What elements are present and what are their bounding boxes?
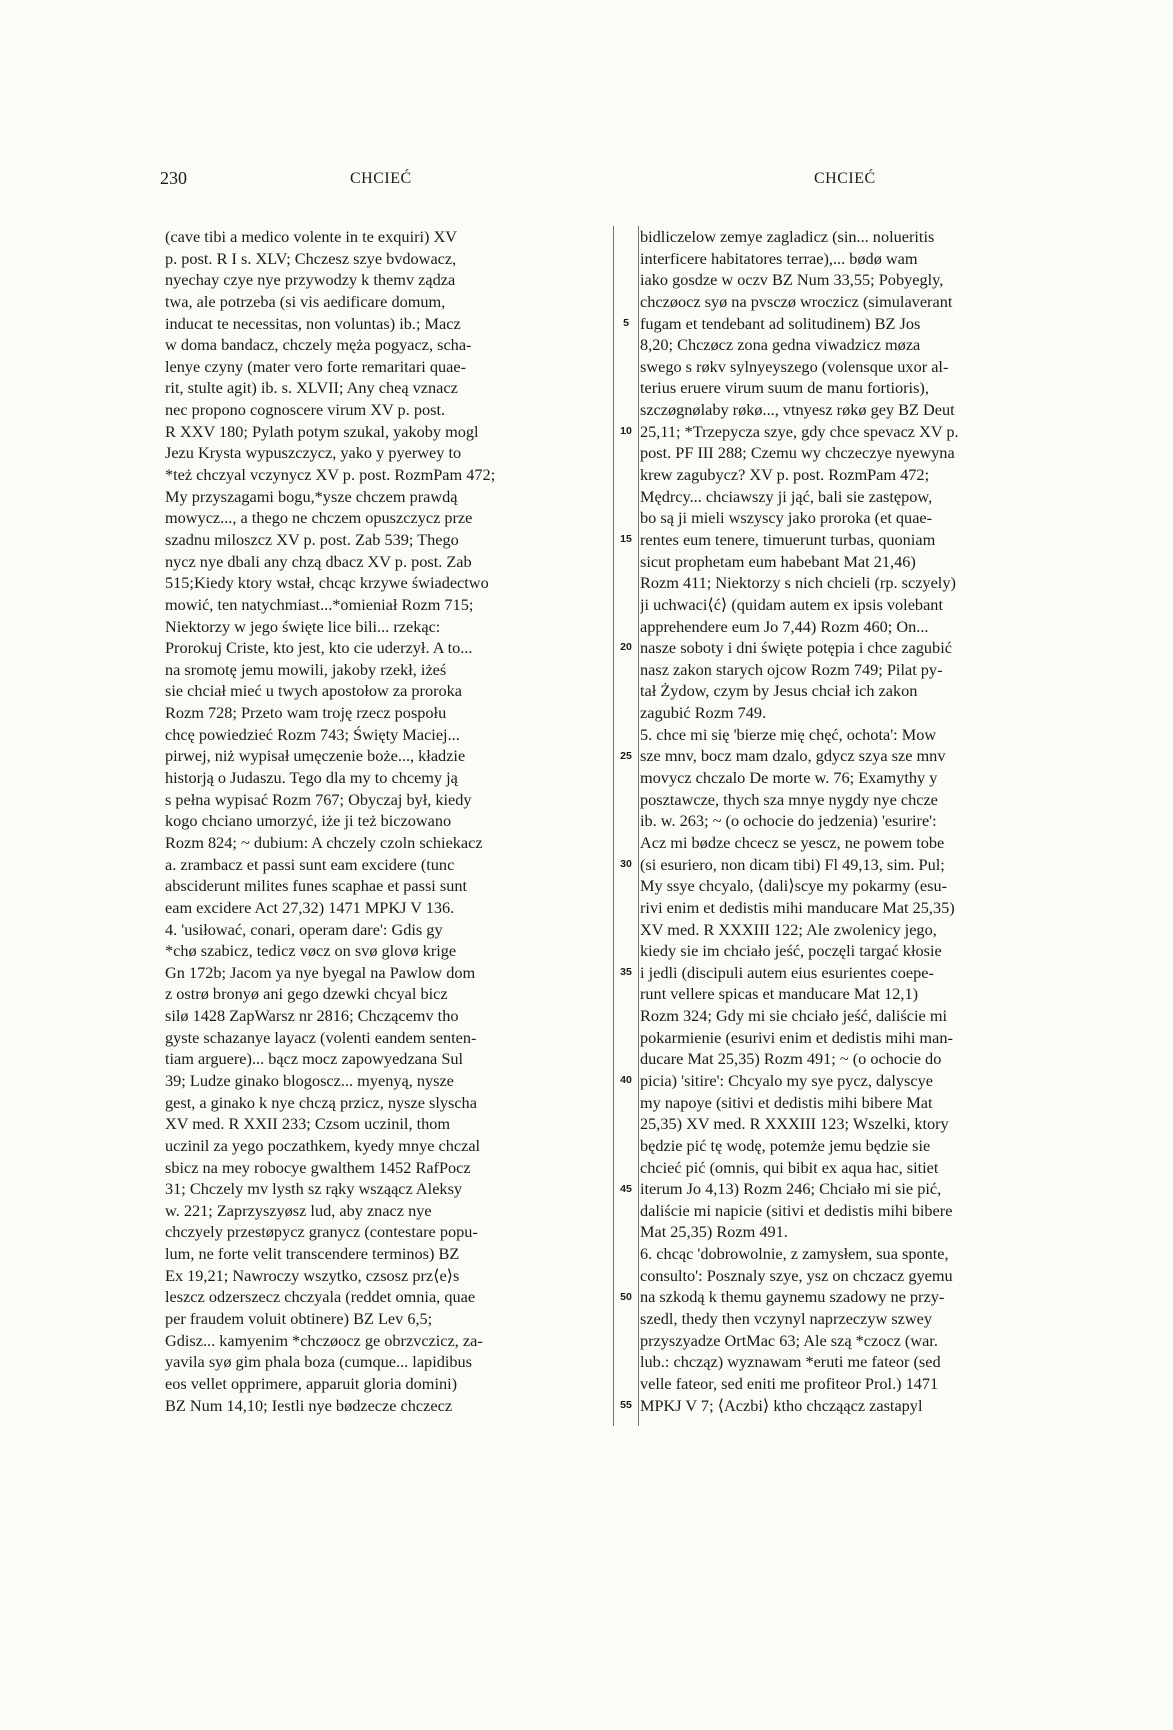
text-line: mowycz..., a thego ne chczem opuszczycz prze: [165, 508, 473, 528]
text-line: fugam et tendebant ad solitudinem) BZ Jos: [640, 313, 921, 333]
text-line: *też chczyal vczynycz XV p. post. RozmPam 472;: [165, 465, 496, 485]
text-line: szadnu miloszcz XV p. post. Zab 539; Thego: [165, 529, 459, 549]
page-number: 230: [160, 168, 187, 188]
text-line: z ostrø bronyø ani gego dzewki chcyal bicz: [165, 984, 448, 1004]
text-line: 31; Chczely mv lysth sz rąky wsząącz Aleksy: [165, 1179, 463, 1199]
text-line: MPKJ V 7; ⟨Aczbi⟩ ktho chcząącz zastapyl: [640, 1395, 923, 1415]
line-number: 30: [620, 857, 632, 870]
text-line: i jedli (discipuli autem eius esurientes coepe-: [640, 962, 934, 982]
text-line: Acz mi bødze chceсz se yescz, ne powem tobe: [640, 832, 945, 852]
text-line: tał Żydow, czym by Jesus chciał ich zakon: [640, 681, 918, 701]
text-line: chczyely przestøpycz granycz (contestare popu-: [165, 1222, 478, 1242]
text-line: historją o Judaszu. Tego dla my to chcemy ją: [165, 768, 458, 788]
text-line: a. zrambacz et passi sunt eam excidere (tunc: [165, 854, 455, 874]
text-line: kiedy sie im chciało jeść, poczęli targać kłosie: [640, 941, 942, 961]
text-line: My ssye chcyalo, ⟨dali⟩scye my pokarmy (esu-: [640, 876, 948, 896]
line-number: 50: [620, 1290, 632, 1303]
text-line: uczinil za yego poczathkem, kyedy mnye chczal: [165, 1135, 481, 1155]
line-number: 45: [620, 1182, 632, 1195]
text-line: nycz nye dbali any chzą dbacz XV p. post. Zab: [165, 551, 472, 571]
text-line: interficere habitatores terrae),... bødø wam: [640, 248, 918, 268]
text-line: Rozm 728; Przeto wam troję rzecz pospołu: [165, 703, 447, 723]
text-line: ib. w. 263; ~ (o ochocie do jedzenia) 'esurire':: [640, 811, 937, 831]
text-line: post. PF III 288; Czemu wy chczeczye nyewyna: [640, 443, 955, 463]
running-head-left: CHCIEĆ: [350, 170, 412, 187]
text-line: sze mnv, bocz mam dzalo, gdycz szya sze mnv: [640, 746, 946, 766]
text-line: gyste schazanye layacz (volenti eandem senten-: [165, 1027, 477, 1047]
text-line: swego s røkv sylnyeyszego (volensque uxor al-: [640, 356, 949, 376]
text-line: tiam arguere)... bącz mocz zapowyedzana Sul: [165, 1049, 464, 1069]
text-line: daliście mi napicie (sitivi et dedistis mihi bibere: [640, 1200, 953, 1220]
text-line: Mat 25,35) Rozm 491.: [640, 1222, 788, 1242]
text-line: 6. chcąc 'dobrowolnie, z zamysłem, sua sponte,: [640, 1244, 949, 1264]
text-line: chcę powiedzieć Rozm 743; Święty Maciej...: [165, 724, 460, 744]
text-line: XV med. R XXXIII 122; Ale zwolenicy jego,: [640, 919, 937, 939]
text-line: przyszyadze OrtMac 63; Ale szą *czocz (war.: [640, 1330, 938, 1350]
column-rule-right: [638, 226, 639, 1426]
text-line: 515;Kiedy ktory wstał, chcąc krzywe świadectwo: [165, 573, 489, 593]
text-line: pirwej, niż wypisał umęczenie boże..., kładzie: [165, 746, 466, 766]
text-line: iterum Jo 4,13) Rozm 246; Chciało mi sie pić,: [640, 1179, 942, 1199]
text-line: w doma bandacz, chczely męża pogyacz, scha-: [165, 335, 472, 355]
text-line: nasz zakon starych ojcow Rozm 749; Pilat py-: [640, 659, 943, 679]
left-text-column: [165, 226, 595, 1416]
text-line: apprehendere eum Jo 7,44) Rozm 460; On...: [640, 616, 929, 636]
text-line: w. 221; Zaprzyszyøsz lud, aby znacz nye: [165, 1200, 432, 1220]
text-line: 39; Ludze ginako blogoscz... myenyą, nysze: [165, 1070, 454, 1090]
text-line: ji uchwaci⟨ć⟩ (quidam autem ex ipsis volebant: [640, 594, 943, 614]
text-line: gest, a ginako k nye chczą przicz, nysze slyscha: [165, 1092, 477, 1112]
text-line: absciderunt milites funes scaphae et passi sunt: [165, 876, 468, 896]
text-line: runt vellere spicas et manducare Mat 12,1): [640, 984, 919, 1004]
text-line: 5. chce mi się 'bierze mię chęć, ochota': Mow: [640, 724, 937, 744]
text-line: Rozm 324; Gdy mi sie chciało jeść, daliście mi: [640, 1006, 948, 1026]
text-line: rentes eum tenere, timuerunt turbas, quoniam: [640, 529, 936, 549]
text-line: (si esuriero, non dicam tibi) Fl 49,13, sim. Pul;: [640, 854, 945, 874]
text-line: sbicz na mey robocye gwalthem 1452 RafPocz: [165, 1157, 471, 1177]
text-line: Niektorzy w jego święte lice bili... rzekąc:: [165, 616, 441, 636]
text-line: Mędrcy... chciawszy ji jąć, bali sie zastępow,: [640, 486, 933, 506]
text-line: 4. 'usiłować, conari, operam dare': Gdis gy: [165, 919, 443, 939]
running-head-right: CHCIEĆ: [814, 170, 876, 187]
text-line: chcieć pić (omnis, qui bibit ex aqua hac, sitiet: [640, 1157, 939, 1177]
text-line: p. post. R I s. XLV; Chczesz szye bvdowacz,: [165, 248, 457, 268]
text-line: movycz chczalo De morte w. 76; Examythy y: [640, 768, 938, 788]
text-line: chczøocz syø na pvsczø wroczicz (simulaverant: [640, 291, 953, 311]
text-line: posztawcze, thych sza mnye nygdy nye chcze: [640, 789, 938, 809]
text-line: kogo chciano umorzyć, iże ji też biczowano: [165, 811, 452, 831]
text-line: na szkodą k themu gaynemu szadowy ne przy-: [640, 1287, 945, 1307]
text-line: będzie pić tę wodę, potemże jemu będzie sie: [640, 1135, 931, 1155]
text-line: eam excidere Act 27,32) 1471 MPKJ V 136.: [165, 897, 455, 917]
line-number: 5: [623, 316, 629, 329]
text-line: Rozm 411; Niektorzy s nich chcieli (rp. sczyely): [640, 573, 956, 593]
text-line: Rozm 824; ~ dubium: A chczely czoln schiekacz: [165, 832, 483, 852]
text-line: rivi enim et dedistis mihi manducare Mat 25,35): [640, 897, 955, 917]
line-number: 10: [620, 424, 632, 437]
text-line: lub.: chcząz) wyznawam *eruti me fateor (sed: [640, 1352, 941, 1372]
text-line: s pełna wypisać Rozm 767; Obyczaj był, kiedy: [165, 789, 472, 809]
text-line: bo są ji mieli wszyscy jako proroka (et quae-: [640, 508, 933, 528]
text-line: zagubić Rozm 749.: [640, 703, 767, 723]
text-line: leszcz odzerszecz chczyala (reddet omnia, quae: [165, 1287, 476, 1307]
line-number: 40: [620, 1074, 632, 1087]
text-line: XV med. R XXII 233; Czsom uczinil, thom: [165, 1114, 451, 1134]
text-line: Jezu Krysta wypuszczycz, yako y pyerwey to: [165, 443, 462, 463]
text-line: lum, ne forte velit transcendere terminos) BZ: [165, 1244, 460, 1264]
text-line: BZ Num 14,10; Iestli nye bødzecze chczecz: [165, 1395, 453, 1415]
text-line: Ex 19,21; Nawroczy wszytko, czsosz prz⟨e⟩s: [165, 1265, 460, 1285]
text-line: consulto': Posznaly szye, ysz on chczacz gyemu: [640, 1265, 953, 1285]
text-line: terius eruere virum suum de manu fortioris),: [640, 378, 929, 398]
text-line: krew zagubycz? XV p. post. RozmPam 472;: [640, 465, 930, 485]
text-line: yavila syø gim phala boza (cumque... lapidibus: [165, 1352, 473, 1372]
text-line: velle fateor, sed eniti me profiteor Prol.) 1471: [640, 1373, 939, 1393]
text-line: szczøgnølaby røkø..., vtnyesz røkø gey BZ Deut: [640, 400, 955, 420]
text-line: nec propono cognoscere virum XV p. post.: [165, 400, 446, 420]
text-line: inducat te necessitas, non voluntas) ib.; Macz: [165, 313, 461, 333]
text-line: eos vellet opprimere, apparuit gloria domini): [165, 1373, 458, 1393]
text-line: mowić, ten natychmiast...*omieniał Rozm 715;: [165, 594, 474, 614]
text-line: My przyszagami bogu,*ysze chczem prawdą: [165, 486, 458, 506]
text-line: sicut prophetam eum habebant Mat 21,46): [640, 551, 916, 571]
text-line: my napoye (sitivi et dedistis mihi bibere Mat: [640, 1092, 933, 1112]
line-number: 20: [620, 641, 632, 654]
page-header: [0, 168, 1173, 194]
text-line: lenye czyny (mater vero forte remaritari quae-: [165, 356, 467, 376]
text-line: nasze soboty i dni święte potępia i chce zagubić: [640, 638, 952, 658]
text-line: Gdisz... kamyenim *chczøocz ge obrzvczicz, za-: [165, 1330, 483, 1350]
text-line: rit, stulte agit) ib. s. XLVII; Any cheą vznacz: [165, 378, 458, 398]
line-number-gutter: [614, 226, 638, 1426]
text-line: Gn 172b; Jacom ya nye byegal na Pawlow dom: [165, 962, 476, 982]
text-line: per fraudem voluit obtinere) BZ Lev 6,5;: [165, 1309, 433, 1329]
text-line: szedl, thedy then vczynyl naprzeczyw szwey: [640, 1309, 933, 1329]
line-number: 55: [620, 1399, 632, 1412]
text-line: 8,20; Chczøcz zona gedna viwadzicz møza: [640, 335, 921, 355]
text-line: sie chciał mieć u twych apostołow za proroka: [165, 681, 463, 701]
text-line: pokarmienie (esurivi enim et dedistis mihi man-: [640, 1027, 953, 1047]
text-line: silø 1428 ZapWarsz nr 2816; Chczącemv tho: [165, 1006, 459, 1026]
line-number: 35: [620, 966, 632, 979]
text-line: ducare Mat 25,35) Rozm 491; ~ (o ochocie do: [640, 1049, 942, 1069]
text-line: 25,11; *Trzepycza szye, gdy chce spevacz XV p.: [640, 421, 959, 441]
text-line: na sromotę jemu mowili, jakoby rzekł, iżeś: [165, 659, 447, 679]
text-line: picia) 'sitire': Chcyalo my sye pycz, dalyscye: [640, 1070, 933, 1090]
right-text-column: [640, 226, 1070, 1416]
text-line: (cave tibi a medico volente in te exquiri) XV: [165, 227, 458, 246]
text-line: nyechay czye nye przywodzy k themv ządza: [165, 270, 456, 290]
text-line: Prorokuj Criste, kto jest, kto cie uderzył. A to...: [165, 638, 473, 658]
line-number: 15: [620, 533, 632, 546]
text-line: iako gosdze w oczv BZ Num 33,55; Pobyegly,: [640, 270, 944, 290]
text-line: *chø szabicz, tedicz vøcz on svø glovø krige: [165, 941, 457, 961]
text-line: twa, ale potrzeba (si vis aedificare domum,: [165, 291, 446, 311]
text-line: bidliczelow zemye zagladicz (sin... nolueritis: [640, 227, 935, 246]
text-line: R XXV 180; Pylath potym szukal, yakoby mogl: [165, 421, 479, 441]
line-number: 25: [620, 749, 632, 762]
text-line: 25,35) XV med. R XXXIII 123; Wszelki, ktory: [640, 1114, 949, 1134]
